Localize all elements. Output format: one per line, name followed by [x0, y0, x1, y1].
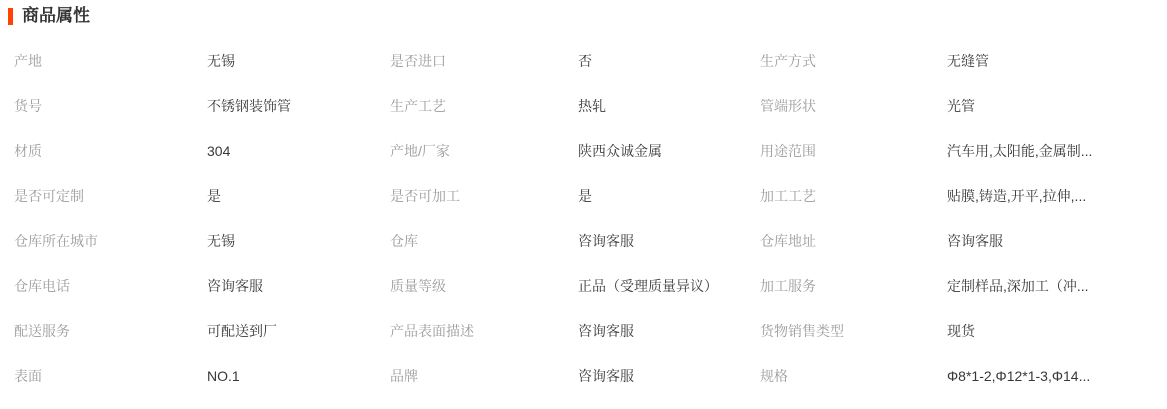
- attr-label: 质量等级: [390, 277, 446, 294]
- attr-label: 材质: [14, 142, 42, 159]
- attr-label: 仓库所在城市: [14, 232, 98, 249]
- attr-label: 仓库地址: [760, 232, 816, 249]
- attr-label: 是否可加工: [390, 187, 460, 204]
- attr-label: 产地: [14, 52, 42, 69]
- attr-label: 生产方式: [760, 52, 816, 69]
- section-header: [0, 0, 1167, 25]
- attr-value: 正品（受理质量异议）: [578, 277, 718, 294]
- attr-label: 产品表面描述: [390, 322, 474, 339]
- attr-label: 货号: [14, 97, 42, 114]
- section-title: 商品属性: [22, 6, 90, 25]
- title-accent-bar: [8, 8, 13, 25]
- attr-value: 咨询客服: [947, 232, 1003, 249]
- attr-label: 配送服务: [14, 322, 70, 339]
- attr-label: 货物销售类型: [760, 322, 844, 339]
- attr-value: 热轧: [578, 97, 606, 114]
- attr-value: 汽车用,太阳能,金属制...: [947, 142, 1093, 159]
- attr-value: 咨询客服: [578, 232, 634, 249]
- attr-value: 咨询客服: [578, 322, 634, 339]
- attr-value: 是: [578, 187, 592, 204]
- attr-label: 品牌: [390, 367, 418, 384]
- attr-value: 无锡: [207, 52, 235, 69]
- attr-label: 规格: [760, 367, 788, 384]
- attr-value: 光管: [947, 97, 975, 114]
- attr-value: 是: [207, 187, 221, 204]
- attr-value: 无缝管: [947, 52, 989, 69]
- attr-value: 无锡: [207, 232, 235, 249]
- attributes-grid: [0, 38, 1167, 398]
- attr-label: 用途范围: [760, 142, 816, 159]
- attr-value: 定制样品,深加工（冲...: [947, 277, 1089, 294]
- attr-value: 贴膜,铸造,开平,拉伸,...: [947, 187, 1087, 204]
- attr-value: NO.1: [207, 367, 240, 384]
- attr-label: 生产工艺: [390, 97, 446, 114]
- attr-value: 咨询客服: [207, 277, 263, 294]
- attr-value: 可配送到厂: [207, 322, 277, 339]
- attr-label: 加工工艺: [760, 187, 816, 204]
- attr-value: Φ8*1-2,Φ12*1-3,Φ14...: [947, 367, 1091, 384]
- attr-value: 咨询客服: [578, 367, 634, 384]
- attr-label: 是否进口: [390, 52, 446, 69]
- attr-value: 否: [578, 52, 592, 69]
- attr-label: 管端形状: [760, 97, 816, 114]
- attr-value: 现货: [947, 322, 975, 339]
- attr-label: 产地/厂家: [390, 142, 450, 159]
- attr-label: 表面: [14, 367, 42, 384]
- attr-label: 加工服务: [760, 277, 816, 294]
- attr-label: 仓库电话: [14, 277, 70, 294]
- attr-value: 不锈钢装饰管: [207, 97, 291, 114]
- attr-label: 仓库: [390, 232, 418, 249]
- attr-label: 是否可定制: [14, 187, 84, 204]
- attr-value: 陕西众诚金属: [578, 142, 662, 159]
- attr-value: 304: [207, 142, 231, 159]
